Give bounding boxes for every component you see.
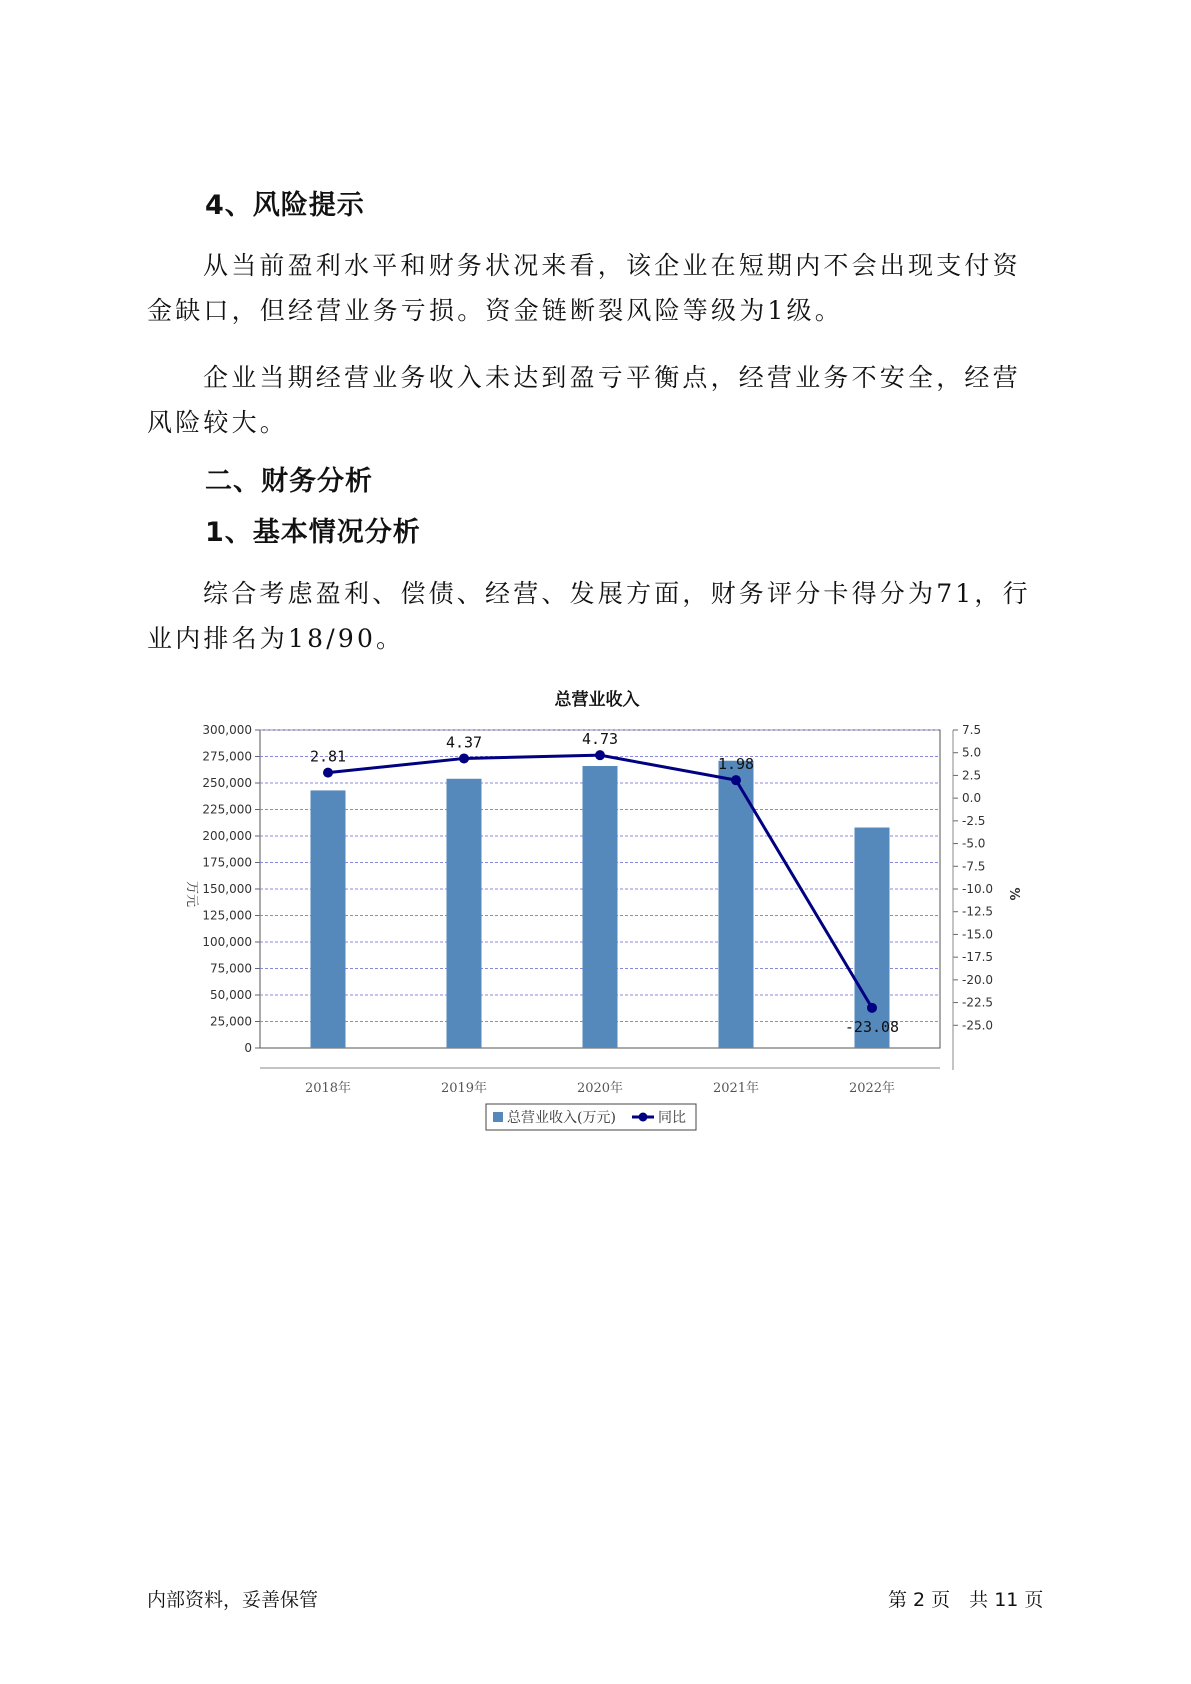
footer-left: 内部资料，妥善保管 — [147, 1589, 319, 1611]
y-right-tick-label: -20.0 — [962, 972, 994, 987]
chart-legend — [486, 1104, 696, 1130]
x-tick-label: 2019年 — [440, 1081, 488, 1096]
x-tick-label: 2018年 — [304, 1081, 352, 1096]
y-tick-label: 75,000 — [210, 961, 252, 976]
footer-right: 第 2 页 共 11 页 — [888, 1589, 1044, 1611]
x-tick-label: 2021年 — [712, 1081, 760, 1096]
y-tick-label: 175,000 — [202, 855, 252, 870]
heading-financial: 二、财务分析 — [205, 466, 373, 497]
revenue-bar — [583, 766, 618, 1048]
y-tick-label: 225,000 — [202, 802, 252, 817]
yoy-point — [731, 775, 741, 785]
y-tick-label: 25,000 — [210, 1014, 252, 1029]
yoy-data-label: 1.98 — [717, 755, 755, 774]
yoy-data-label: -23.08 — [844, 1017, 900, 1036]
yoy-point — [323, 768, 333, 778]
y-right-tick-label: -5.0 — [962, 836, 986, 851]
heading-basic: 1、基本情况分析 — [205, 517, 421, 548]
revenue-bar — [855, 828, 890, 1048]
legend-line-label: 同比 — [658, 1110, 686, 1126]
y-tick-label: 300,000 — [202, 723, 252, 737]
yoy-point — [459, 753, 469, 763]
revenue-bar — [447, 779, 482, 1048]
chart-title: 总营业收入 — [554, 690, 640, 710]
y-right-tick-label: -7.5 — [962, 859, 986, 874]
y-axis-label-left: 万元 — [184, 880, 199, 908]
y-right-tick-label: 7.5 — [962, 723, 982, 737]
paragraph-basic-1: 综合考虑盈利、偿债、经营、发展方面，财务评分卡得分为71，行业内排名为18/90。 — [147, 579, 1031, 653]
heading-risk: 4、风险提示 — [205, 190, 365, 221]
paragraph-risk-1: 从当前盈利水平和财务状况来看，该企业在短期内不会出现支付资金缺口，但经营业务亏损。资金链断裂风险等级为1级。 — [147, 251, 1021, 325]
y-tick-label: 50,000 — [210, 988, 252, 1002]
y-tick-label: 200,000 — [202, 829, 252, 843]
y-axis-label-right: % — [1006, 887, 1021, 901]
y-right-tick-label: 0.0 — [962, 791, 982, 806]
y-tick-label: 250,000 — [202, 776, 252, 790]
y-right-tick-label: -25.0 — [962, 1018, 994, 1033]
yoy-data-label: 4.37 — [445, 733, 483, 752]
y-tick-label: 150,000 — [202, 882, 252, 896]
yoy-data-label: 4.73 — [581, 730, 619, 749]
y-right-tick-label: -15.0 — [962, 927, 994, 942]
revenue-bar — [719, 761, 754, 1048]
revenue-chart — [170, 680, 1050, 1150]
legend-line-marker — [639, 1113, 648, 1122]
y-right-tick-label: -2.5 — [962, 813, 986, 828]
paragraph-risk-2: 企业当期经营业务收入未达到盈亏平衡点，经营业务不安全，经营风险较大。 — [147, 363, 1021, 437]
y-tick-label: 125,000 — [202, 908, 252, 923]
y-tick-label: 100,000 — [202, 935, 252, 949]
yoy-point — [867, 1003, 877, 1013]
revenue-bar — [311, 790, 346, 1048]
y-right-tick-label: 5.0 — [962, 745, 982, 760]
y-right-tick-label: -12.5 — [962, 904, 994, 919]
yoy-data-label: 2.81 — [309, 747, 347, 766]
y-right-tick-label: -17.5 — [962, 950, 994, 965]
x-tick-label: 2020年 — [576, 1081, 624, 1096]
legend-bar-label: 总营业收入(万元) — [507, 1110, 616, 1126]
y-tick-label: 275,000 — [202, 749, 252, 764]
y-tick-label: 0 — [244, 1041, 252, 1055]
legend-bar-swatch — [493, 1112, 503, 1122]
y-right-tick-label: -10.0 — [962, 882, 994, 896]
y-right-tick-label: -22.5 — [962, 995, 994, 1010]
yoy-point — [595, 750, 605, 760]
x-tick-label: 2022年 — [848, 1081, 896, 1096]
y-right-tick-label: 2.5 — [962, 768, 982, 783]
